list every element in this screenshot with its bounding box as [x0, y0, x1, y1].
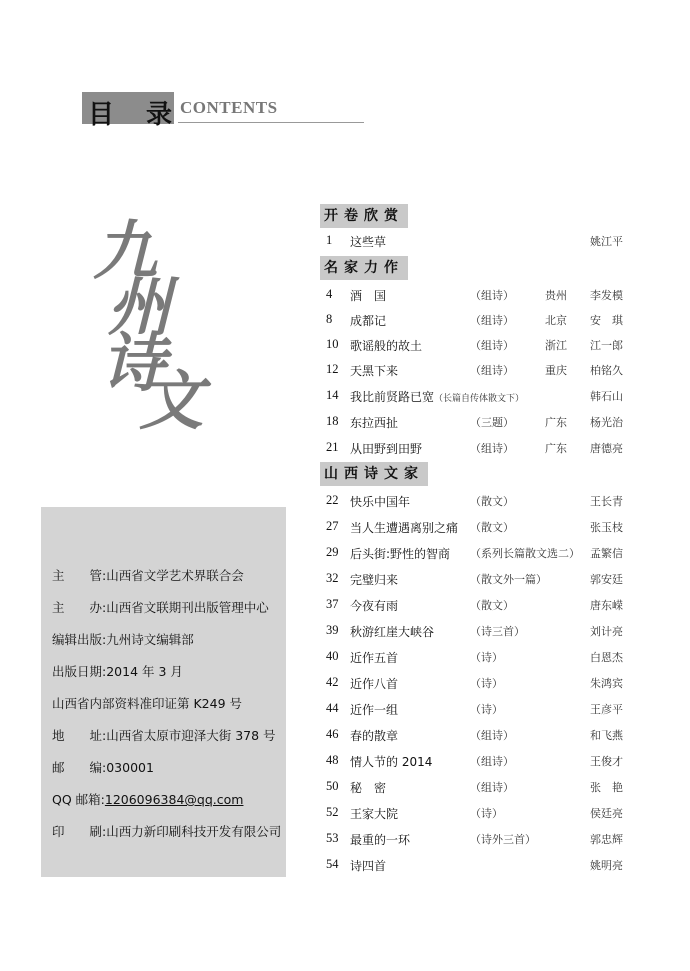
- header-title-char-2: 录: [146, 100, 173, 130]
- toc-entry[interactable]: 52 王家大院 （诗） 侯廷亮: [326, 805, 623, 821]
- section-header: 山西诗文家: [320, 462, 428, 486]
- header-title-box: [82, 92, 174, 130]
- toc-entry[interactable]: 21 从田野到田野 （组诗） 广东 唐德亮: [326, 440, 623, 456]
- toc-entry[interactable]: 14 我比前贤路已宽（长篇自传体散文下） 韩石山: [326, 388, 623, 404]
- toc-entry[interactable]: 12 天黑下来 （组诗） 重庆 柏铭久: [326, 362, 623, 378]
- email-link[interactable]: 1206096384@qq.com: [104, 792, 244, 807]
- info-row-printer: 印 刷:山西力新印刷科技开发有限公司: [52, 824, 282, 839]
- toc-entry[interactable]: 8 成都记 （组诗） 北京 安 琪: [326, 312, 623, 328]
- toc-entry[interactable]: 39 秋游红崖大峡谷 （诗三首） 刘计亮: [326, 623, 623, 639]
- logo-char: 州: [103, 270, 186, 345]
- toc-entry[interactable]: 32 完璧归来 （散文外一篇） 郭安廷: [326, 571, 623, 587]
- toc-entry[interactable]: 44 近作一组 （诗） 王彦平: [326, 701, 623, 717]
- table-of-contents: [320, 0, 640, 971]
- logo-char: 九: [89, 214, 172, 289]
- header-title-en: CONTENTS: [180, 98, 278, 117]
- entry-note: （长篇自传体散文下）: [434, 394, 525, 404]
- info-row-postcode: 邮 编:030001: [52, 760, 154, 775]
- section-header: 名家力作: [320, 256, 408, 280]
- toc-entry[interactable]: 53 最重的一环 （诗外三首） 郭忠辉: [326, 831, 623, 847]
- info-row-sponsor: 主 办:山西省文联期刊出版管理中心: [52, 600, 269, 615]
- toc-entry[interactable]: 27 当人生遭遇离别之痛 （散文） 张玉枝: [326, 519, 623, 535]
- publication-info-box: [41, 507, 286, 877]
- info-row-permit: 山西省内部资料准印证第 K249 号: [52, 696, 243, 711]
- logo-char: 文: [135, 364, 218, 439]
- info-row-supervisor: 主 管:山西省文学艺术界联合会: [52, 568, 244, 583]
- toc-entry[interactable]: 40 近作五首 （诗） 白恩杰: [326, 649, 623, 665]
- logo-char: 诗: [97, 326, 180, 401]
- info-row-email: QQ 邮箱:1206096384@qq.com: [52, 792, 244, 807]
- toc-entry[interactable]: 42 近作八首 （诗） 朱鸿宾: [326, 675, 623, 691]
- toc-entry[interactable]: 4 酒 国 （组诗） 贵州 李发模: [326, 287, 623, 303]
- toc-entry[interactable]: 46 春的散章 （组诗） 和飞燕: [326, 727, 623, 743]
- info-row-date: 出版日期:2014 年 3 月: [52, 664, 183, 679]
- toc-entry[interactable]: 22 快乐中国年 （散文） 王长青: [326, 493, 623, 509]
- toc-entry[interactable]: 48 情人节的 2014 （组诗） 王俊才: [326, 753, 623, 769]
- info-row-address: 地 址:山西省太原市迎泽大街 378 号: [52, 728, 276, 743]
- toc-entry[interactable]: 37 今夜有雨 （散文） 唐东嵘: [326, 597, 623, 613]
- toc-entry[interactable]: 10 歌谣般的故土 （组诗） 浙江 江一郎: [326, 337, 623, 353]
- section-header: 开卷欣赏: [320, 204, 408, 228]
- info-row-editor: 编辑出版:九州诗文编辑部: [52, 632, 194, 647]
- toc-entry[interactable]: 18 东拉西扯 （三题） 广东 杨光治: [326, 414, 623, 430]
- toc-entry[interactable]: 29 后头街:野性的智商 （系列长篇散文选二） 孟繁信: [326, 545, 623, 561]
- toc-entry[interactable]: 50 秘 密 （组诗） 张 艳: [326, 779, 623, 795]
- toc-entry[interactable]: 1 这些草 姚江平: [326, 233, 623, 249]
- toc-entry[interactable]: 54 诗四首 姚明亮: [326, 857, 623, 873]
- calligraphy-logo: [89, 200, 220, 439]
- header-title-char-1: 目: [88, 100, 115, 130]
